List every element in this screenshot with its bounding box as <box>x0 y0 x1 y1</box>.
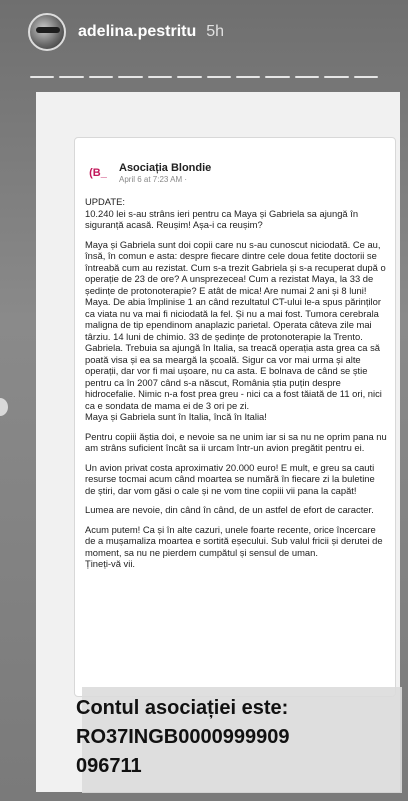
overlay-line-1: Contul asociației este: <box>76 697 289 719</box>
facebook-post-screenshot <box>74 137 396 697</box>
progress-segment <box>295 76 319 78</box>
post-body <box>85 196 387 578</box>
avatar[interactable] <box>28 13 66 51</box>
progress-segment <box>30 76 54 78</box>
progress-segment <box>177 76 201 78</box>
progress-segment <box>236 76 260 78</box>
post-paragraph: Pentru copiii ăștia doi, e nevoie sa ne unim iar si sa nu ne oprim pana nu am strâns suficient încât sa ii urcam într-un avion pregătit pentru ei. <box>85 430 387 453</box>
post-paragraph: Acum putem! Ca și în alte cazuri, unele foarte recente, orice încercare de a mușamaliza moartea e sortită eșecului. Sub valul fricii și derutei de moment, sa nu ne pierdem cumpătul și sensul de uman. Țineți-vă vii. <box>85 523 383 569</box>
previous-story-handle[interactable] <box>0 398 8 416</box>
story-progress-bar <box>30 76 378 78</box>
post-date: April 6 at 7:23 AM · <box>119 175 188 184</box>
progress-segment <box>265 76 289 78</box>
post-paragraph: Un avion privat costa aproximativ 20.000 euro! E mult, e greu sa cauti resurse tocmai acum când moartea se numără în fiecare zi la buletine de știri, dar vom găsi o cale și ne vom tine copiii vii pana la capăt! <box>85 461 375 496</box>
story-header <box>28 12 224 52</box>
organization-name: Asociația Blondie <box>119 162 212 174</box>
username[interactable]: adelina.pestritu <box>78 23 197 40</box>
progress-segment <box>324 76 348 78</box>
progress-segment <box>148 76 172 78</box>
bank-account-overlay <box>76 694 406 781</box>
overlay-line-3: 096711 <box>76 755 142 777</box>
post-time: 5h <box>206 23 225 40</box>
post-paragraph: UPDATE: 10.240 lei s-au strâns ieri pentru ca Maya și Gabriela sa ajungă în siguranță acasă. Reușim! Așa-i ca reușim? <box>85 196 359 230</box>
overlay-line-2: RO37INGB0000999909 <box>76 726 290 748</box>
progress-segment <box>89 76 113 78</box>
progress-segment <box>354 76 378 78</box>
progress-segment <box>59 76 83 78</box>
progress-segment <box>118 76 142 78</box>
organization-logo: (B_ <box>89 167 107 179</box>
post-paragraph: Lumea are nevoie, din când în când, de un astfel de efort de caracter. <box>85 504 374 515</box>
post-paragraph: Maya și Gabriela sunt doi copii care nu s-au cunoscut niciodată. Ce au, însă, în comun e asta: despre fiecare dintre cele doua fetite doctorii se întreabă cum au rezistat. Cum s-a trezit Gabriela și s-a recuperat după o operație de 23 de ore? A unsprezecea! Cum a rezistat Maya, la 33 de ședințe de protonoterapie? E atât de mica! Are numai 2 ani și 8 luni! Maya. De abia împlinise 1 an când rezultatul CT-ului le-a spus părinților ca viata nu va mai fi niciodată la fel. Și nu a mai fost. Tumora cerebrala maligna de tip ependinom anaplazic parietal. Operata câteva zile mai târziu. 14 luni de chimio. 33 de ședințe de protonoterapie la Trento. Gabriela. Trebuia sa ajungă în Italia, sa treacă operația asta grea ca să poată visa și ea sa meargă la școală. Sigur ca vor mai urma și alte operații, dar vor fi mai ușoare, nu ca asta. E bolnava de când se știe pentru ca în 2007 când s-a născut, România știa puțin despre hidrocefalie. Nimic n-a fost prea greu - nici ca a fost tăiată de 11 ori, nici ca e sondata de mama ei de 3 ori pe zi. Maya și Gabriela sunt în Italia, încă în Italia! <box>85 238 386 422</box>
progress-segment <box>207 76 231 78</box>
post-author <box>85 160 211 186</box>
